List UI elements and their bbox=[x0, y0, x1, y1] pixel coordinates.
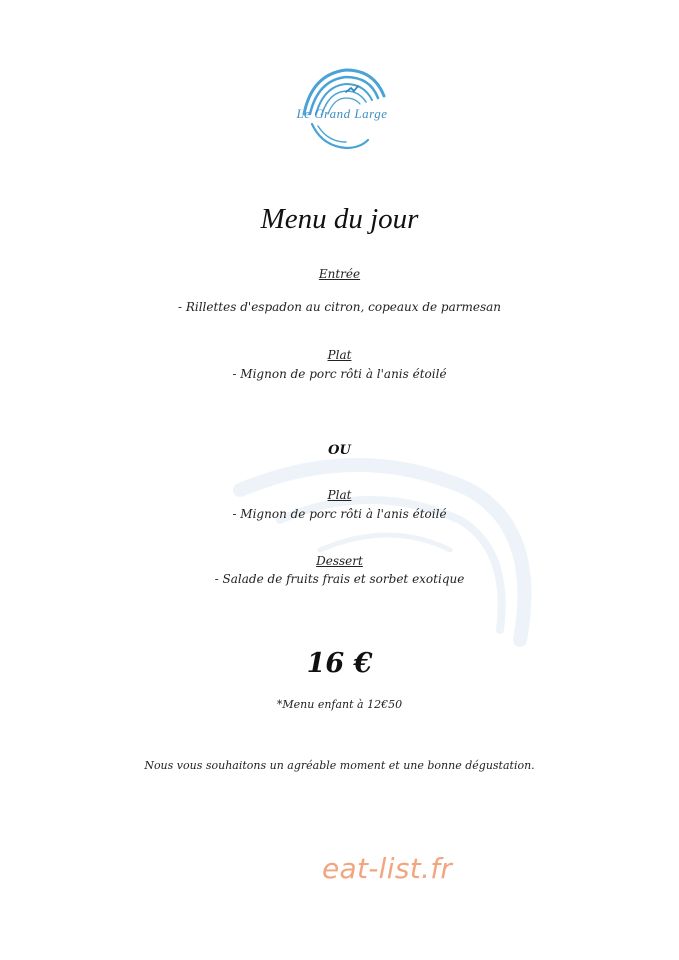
section-heading-plat-alt: Plat bbox=[327, 488, 352, 502]
section-heading-plat: Plat bbox=[327, 348, 352, 362]
menu-price: 16 € bbox=[306, 648, 373, 679]
child-menu-note: *Menu enfant à 12€50 bbox=[276, 698, 403, 711]
page-title: Menu du jour bbox=[260, 203, 419, 235]
logo-text: Le Grand Large bbox=[296, 106, 388, 121]
site-watermark[interactable]: eat-list.fr bbox=[322, 852, 453, 885]
menu-item-dessert: - Salade de fruits frais et sorbet exotique bbox=[214, 572, 465, 586]
menu-item-plat-alt: - Mignon de porc rôti à l'anis étoilé bbox=[232, 507, 447, 521]
menu-separator-ou: OU bbox=[328, 443, 351, 458]
closing-message: Nous vous souhaitons un agréable moment et une bonne dégustation. bbox=[144, 759, 535, 772]
section-heading-dessert: Dessert bbox=[316, 554, 363, 568]
menu-item-entree: - Rillettes d'espadon au citron, copeaux de parmesan bbox=[177, 300, 502, 314]
restaurant-logo bbox=[282, 62, 402, 157]
menu-item-plat: - Mignon de porc rôti à l'anis étoilé bbox=[232, 367, 447, 381]
section-heading-entree: Entrée bbox=[318, 267, 361, 281]
